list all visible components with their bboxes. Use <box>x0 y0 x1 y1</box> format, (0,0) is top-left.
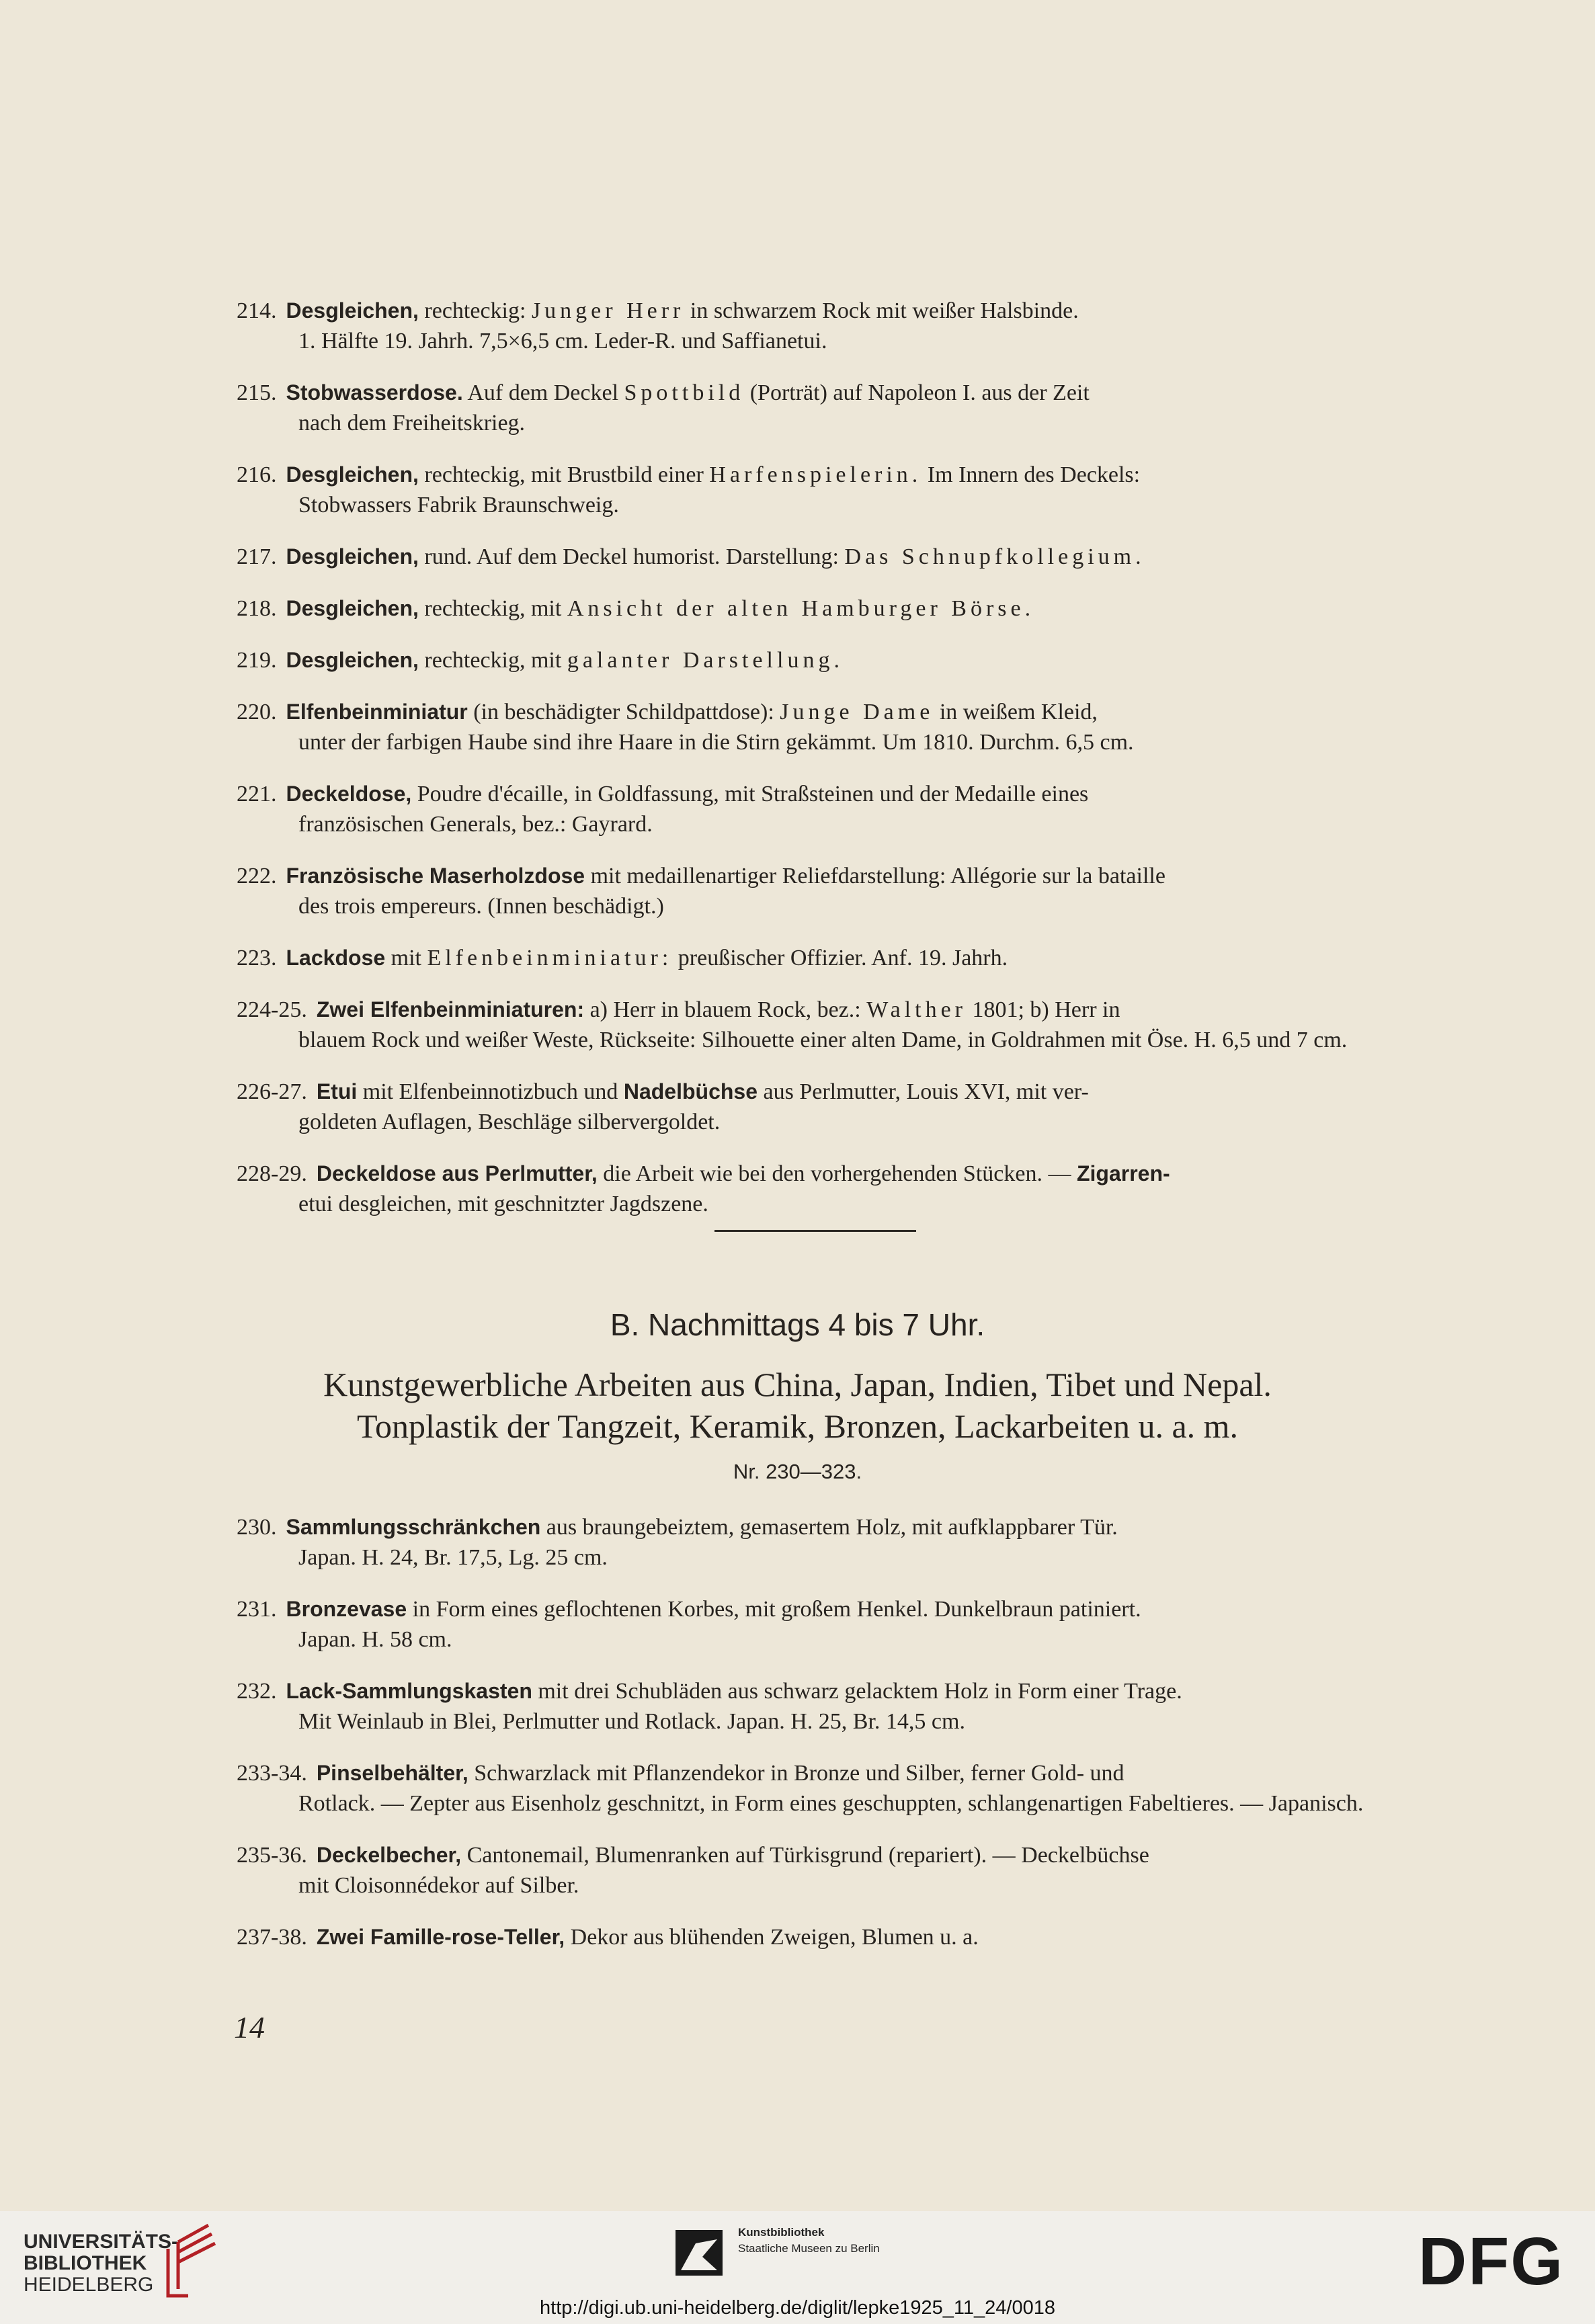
entry-spaced-text: Walther <box>866 997 967 1022</box>
catalog-entry <box>237 995 1393 1055</box>
entry-item-name: Stobwasserdose. <box>286 380 463 405</box>
catalog-entry <box>237 378 1393 438</box>
section-number-range: Nr. 230—323. <box>733 1460 862 1483</box>
catalog-entry <box>237 1758 1393 1819</box>
entry-number: 220. <box>237 700 277 724</box>
entry-continuation: französischen Generals, bez.: Gayrard. <box>298 812 653 837</box>
entry-item-name: Desgleichen, <box>286 298 419 323</box>
entry-text: Cantonemail, Blumenranken auf Türkisgrund (repariert). — Deckelbüchse <box>461 1843 1149 1868</box>
page-number: 14 <box>234 2010 265 2044</box>
entry-spaced-text: galanter Darstellung. <box>567 648 844 673</box>
entry-text-after: aus Perlmutter, Louis XVI, mit ver- <box>758 1079 1089 1104</box>
entry-number: 230. <box>237 1515 277 1540</box>
entry-number: 217. <box>237 544 277 569</box>
entry-text: mit medaillenartiger Reliefdarstellung: Allégorie sur la bataille <box>585 864 1165 888</box>
entry-text-rest: in weißem Kleid, <box>934 700 1098 724</box>
catalog-entry <box>237 1512 1393 1573</box>
entry-item-name: Deckelbecher, <box>316 1843 462 1867</box>
entry-text-rest: 1801; b) Herr in <box>966 997 1120 1022</box>
entry-item-name: Zwei Famille-rose-Teller, <box>316 1925 565 1949</box>
kb-line2: Staatliche Museen zu Berlin <box>738 2242 880 2255</box>
catalog-entry <box>237 1077 1393 1137</box>
entry-spaced-text: Ansicht der alten Hamburger Börse. <box>567 596 1035 621</box>
kunstbibliothek-emblem-icon <box>676 2230 723 2276</box>
entry-item-name: Französische Maserholzdose <box>286 864 585 888</box>
entry-continuation: nach dem Freiheitskrieg. <box>298 411 526 435</box>
entry-item-name: Desgleichen, <box>286 544 419 569</box>
entry-continuation: Mit Weinlaub in Blei, Perlmutter und Rotlack. Japan. H. 25, Br. 14,5 cm. <box>298 1709 965 1734</box>
section-subtitle-1: Kunstgewerbliche Arbeiten aus China, Japan, Indien, Tibet und Nepal. <box>323 1366 1272 1403</box>
ub-logo-line2: BIBLIOTHEK <box>24 2252 147 2274</box>
entry-text: mit <box>385 946 427 970</box>
catalog-entry <box>237 1159 1393 1219</box>
ub-emblem-icon <box>161 2222 222 2302</box>
catalog-entry <box>237 645 1393 675</box>
entry-number: 219. <box>237 648 277 673</box>
entry-item-name: Desgleichen, <box>286 462 419 487</box>
entry-item-name: Etui <box>316 1079 358 1104</box>
entry-text-rest: in schwarzem Rock mit weißer Halsbinde. <box>684 298 1079 323</box>
entry-text: aus braungebeiztem, gemasertem Holz, mit aufklappbarer Tür. <box>540 1515 1118 1540</box>
entry-text-rest: Im Innern des Deckels: <box>922 462 1141 487</box>
catalog-entry <box>237 542 1393 572</box>
catalog-entry <box>237 861 1393 921</box>
entry-continuation: mit Cloisonnédekor auf Silber. <box>298 1873 579 1898</box>
entry-number: 222. <box>237 864 277 888</box>
entry-item-name: Sammlungsschränkchen <box>286 1515 541 1539</box>
entry-number: 223. <box>237 946 277 970</box>
entry-number: 232. <box>237 1679 277 1704</box>
entry-continuation: Stobwassers Fabrik Braunschweig. <box>298 493 619 517</box>
entry-item-name: Deckeldose aus Perlmutter, <box>316 1161 598 1186</box>
entry-text: rund. Auf dem Deckel humorist. Darstellung: <box>418 544 845 569</box>
entry-continuation: blauem Rock und weißer Weste, Rückseite: Silhouette einer alten Dame, in Goldrahmen mit Öse. H. 6,5 und 7 cm. <box>298 1028 1348 1052</box>
catalog-entry <box>237 1594 1393 1655</box>
entry-continuation: des trois empereurs. (Innen beschädigt.) <box>298 894 664 919</box>
entry-text: rechteckig, mit Brustbild einer <box>418 462 710 487</box>
catalog-entries-part1 <box>237 296 1393 1241</box>
entry-spaced-text: Das Schnupfkollegium. <box>844 544 1145 569</box>
section-title: B. Nachmittags 4 bis 7 Uhr. <box>610 1307 985 1342</box>
entry-item-name: Desgleichen, <box>286 596 419 620</box>
entry-text-rest: preußischer Offizier. Anf. 19. Jahrh. <box>672 946 1008 970</box>
catalog-entries-part2 <box>237 1512 1393 1974</box>
entry-text: die Arbeit wie bei den vorhergehenden Stücken. — <box>597 1161 1077 1186</box>
catalog-entry <box>237 296 1393 356</box>
entry-spaced-text: Junge Dame <box>780 700 934 724</box>
entry-number: 226-27. <box>237 1079 307 1104</box>
entry-text: in Form eines geflochtenen Korbes, mit großem Henkel. Dunkelbraun patiniert. <box>407 1597 1141 1622</box>
entry-item-name: Pinselbehälter, <box>316 1761 468 1785</box>
catalog-entry <box>237 779 1393 839</box>
entry-continuation: goldeten Auflagen, Beschläge silbervergoldet. <box>298 1110 721 1134</box>
entry-spaced-text: Spottbild <box>624 380 745 405</box>
entry-number: 221. <box>237 782 277 806</box>
ub-logo-line3: HEIDELBERG <box>24 2274 154 2296</box>
entry-continuation: Rotlack. — Zepter aus Eisenholz geschnitzt, in Form eines geschuppten, schlangenartigen Fabeltieres. — Japanisch. <box>298 1791 1364 1816</box>
entry-continuation: etui desgleichen, mit geschnitzter Jagdszene. <box>298 1192 708 1216</box>
ub-logo-line1: UNIVERSITÄTS- <box>24 2231 179 2253</box>
kb-line1: Kunstbibliothek <box>738 2226 825 2239</box>
entry-text: (in beschädigter Schildpattdose): <box>467 700 780 724</box>
entry-text: mit Elfenbeinnotizbuch und <box>357 1079 624 1104</box>
entry-number: 214. <box>237 298 277 323</box>
entry-continuation: Japan. H. 24, Br. 17,5, Lg. 25 cm. <box>298 1545 608 1570</box>
entry-number: 228-29. <box>237 1161 307 1186</box>
entry-item-name: Deckeldose, <box>286 782 412 806</box>
entry-number: 218. <box>237 596 277 621</box>
catalog-entry <box>237 1840 1393 1901</box>
entry-continuation: Japan. H. 58 cm. <box>298 1627 452 1652</box>
dfg-logo[interactable]: DFG <box>1418 2224 1565 2299</box>
entry-text: rechteckig: <box>418 298 532 323</box>
entry-continuation: unter der farbigen Haube sind ihre Haare in die Stirn gekämmt. Um 1810. Durchm. 6,5 cm. <box>298 730 1134 755</box>
entry-number: 216. <box>237 462 277 487</box>
entry-text: Schwarzlack mit Pflanzendekor in Bronze und Silber, ferner Gold- und <box>468 1761 1124 1786</box>
catalog-entry <box>237 1676 1393 1737</box>
entry-spaced-text: Junger Herr <box>531 298 685 323</box>
entry-text: Poudre d'écaille, in Goldfassung, mit Straßsteinen und der Medaille eines <box>411 782 1089 806</box>
entry-text: rechteckig, mit <box>418 596 567 621</box>
entry-item-name: Lack-Sammlungskasten <box>286 1679 532 1703</box>
entry-text: mit drei Schubläden aus schwarz gelacktem Holz in Form einer Trage. <box>532 1679 1182 1704</box>
entry-text: Auf dem Deckel <box>462 380 624 405</box>
entry-item-name-2: Zigarren- <box>1076 1161 1170 1186</box>
catalog-entry <box>237 593 1393 624</box>
entry-text: rechteckig, mit <box>418 648 567 673</box>
entry-number: 231. <box>237 1597 277 1622</box>
entry-item-name: Elfenbeinminiatur <box>286 700 468 724</box>
entry-text: a) Herr in blauem Rock, bez.: <box>584 997 867 1022</box>
entry-text: Dekor aus blühenden Zweigen, Blumen u. a. <box>565 1925 979 1950</box>
entry-number: 224-25. <box>237 997 307 1022</box>
source-url-link[interactable]: http://digi.ub.uni-heidelberg.de/diglit/lepke1925_11_24/0018 <box>540 2297 1055 2319</box>
entry-number: 235-36. <box>237 1843 307 1868</box>
entry-item-name: Desgleichen, <box>286 648 419 672</box>
section-divider <box>714 1230 916 1232</box>
catalog-entry <box>237 697 1393 757</box>
catalog-entry <box>237 943 1393 973</box>
entry-item-name: Bronzevase <box>286 1597 407 1621</box>
kunstbibliothek-logo[interactable] <box>738 2225 880 2257</box>
entry-text-rest: (Porträt) auf Napoleon I. aus der Zeit <box>744 380 1090 405</box>
entry-number: 215. <box>237 380 277 405</box>
entry-number: 233-34. <box>237 1761 307 1786</box>
catalog-entry <box>237 460 1393 520</box>
university-library-logo[interactable] <box>24 2231 178 2296</box>
entry-spaced-text: Elfenbeinminiatur: <box>427 946 673 970</box>
section-subtitle-2: Tonplastik der Tangzeit, Keramik, Bronzen, Lackarbeiten u. a. m. <box>356 1407 1239 1445</box>
entry-number: 237-38. <box>237 1925 307 1950</box>
entry-item-name: Zwei Elfenbeinminiaturen: <box>316 997 585 1022</box>
entry-item-name: Lackdose <box>286 946 386 970</box>
entry-continuation: 1. Hälfte 19. Jahrh. 7,5×6,5 cm. Leder-R. und Saffianetui. <box>298 329 827 354</box>
entry-spaced-text: Harfenspielerin. <box>709 462 922 487</box>
catalog-entry <box>237 1922 1393 1952</box>
entry-item-name-2: Nadelbüchse <box>623 1079 758 1104</box>
